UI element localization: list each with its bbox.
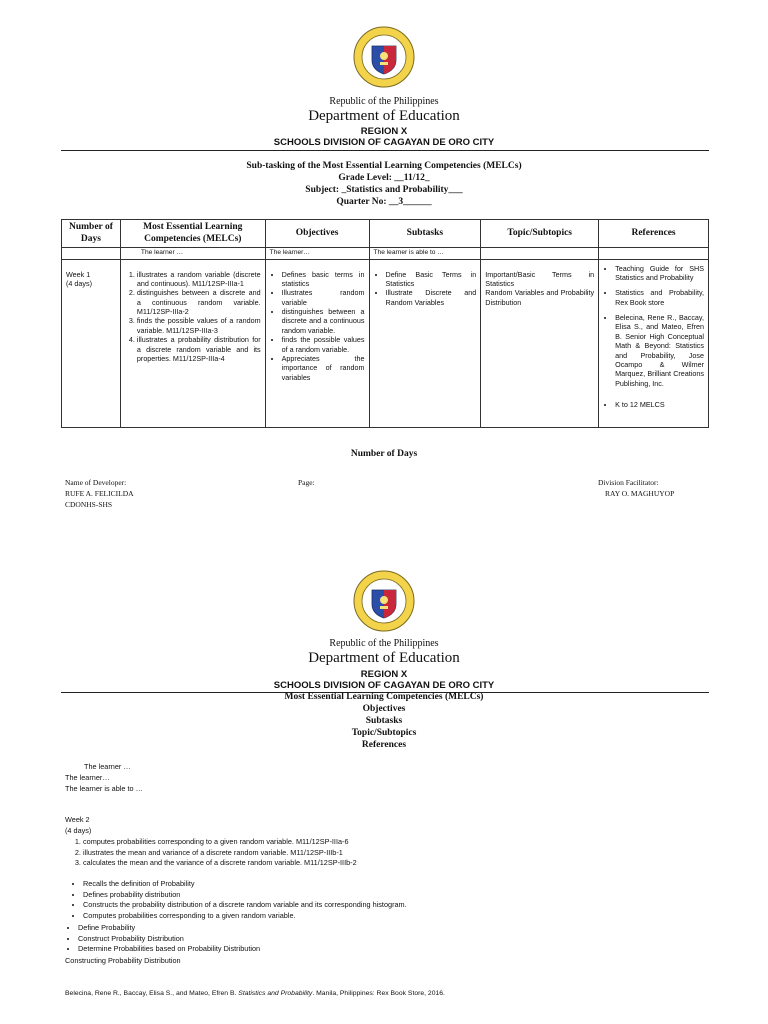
topics-cell <box>481 259 599 427</box>
subtasks-cell <box>369 259 481 427</box>
melc-table <box>61 219 709 428</box>
list-item: • Recalls the definition of Probability <box>83 879 407 890</box>
learner-text: The learner … <box>84 762 131 771</box>
reference-authors: Belecina, Rene R., Baccay, Elisa S., and Mateo, Efren B. <box>65 990 239 997</box>
list-item: • Determine Probabilities based on Probability Distribution <box>78 944 260 955</box>
table-row <box>62 259 709 427</box>
subheader-cell: The learner is able to … <box>369 247 481 259</box>
division-text: SCHOOLS DIVISION OF CAGAYAN DE ORO CITY <box>273 137 495 148</box>
topic-text: Constructing Probability Distribution <box>65 956 181 965</box>
table-subheader-row <box>62 247 709 259</box>
week-label: Week 1 <box>66 269 91 279</box>
deped-seal-logo <box>353 570 415 632</box>
subheader-cell: The learner… <box>265 247 369 259</box>
division-text: SCHOOLS DIVISION OF CAGAYAN DE ORO CITY <box>273 680 495 691</box>
subject-line: Subject: _Statistics and Probability___ <box>305 185 463 195</box>
subheader-cell <box>62 247 121 259</box>
list-item: • Define Probability <box>78 923 260 934</box>
col-header-subtasks: Subtasks <box>369 220 481 248</box>
list-item: • Computes probabilities corresponding to a given random variable. <box>83 911 407 922</box>
list-item: 3. calculates the mean and the variance of a discrete random variable. M11/12SP-IIIb-2 <box>83 858 357 869</box>
days-label: (4 days) <box>65 826 92 835</box>
references-cell <box>599 259 709 427</box>
region-text: REGION X <box>360 126 408 137</box>
list-item: 3. finds the possible values of a random variable. M11/12SP-IIIa-3 <box>137 316 261 335</box>
republic-text: Republic of the Philippines <box>329 638 439 649</box>
region-text: REGION X <box>360 669 408 680</box>
list-item: • Defines basic terms in statistics <box>282 270 365 289</box>
grade-level: Grade Level: __11/12_ <box>338 173 430 183</box>
days-cell <box>62 259 121 427</box>
subheader-cell <box>481 247 599 259</box>
list-item: • Defines probability distribution <box>83 890 407 901</box>
topic-text: Important/Basic Terms in Statistics <box>485 269 595 289</box>
subheader-cell <box>599 247 709 259</box>
developer-label: Name of Developer: <box>65 478 127 487</box>
melcs-list <box>65 837 357 869</box>
list-item: 2. distinguishes between a discrete and a continuous random variable. M11/12SP-IIIa-2 <box>137 288 261 316</box>
table-header-row <box>62 220 709 248</box>
republic-text: Republic of the Philippines <box>329 96 439 107</box>
list-item: • Illustrate Discrete and Random Variables <box>386 288 477 307</box>
department-title: Department of Education <box>308 650 460 666</box>
heading-references: References <box>361 740 407 750</box>
col-header-references: References <box>599 220 709 248</box>
objectives-cell <box>265 259 369 427</box>
quarter-line: Quarter No: __3______ <box>336 197 432 207</box>
header-divider <box>61 150 709 151</box>
list-item: 4. illustrates a probability distribution for a discrete random variable and its properties. M11/12SP-IIIa-4 <box>137 335 261 363</box>
facilitator-name: RAY O. MAGHUYOP <box>605 489 675 498</box>
document-title: Sub-tasking of the Most Essential Learning Competencies (MELCs) <box>246 161 522 171</box>
list-item: • Teaching Guide for SHS Statistics and Probability <box>615 264 704 283</box>
week-label: Week 2 <box>65 815 90 824</box>
objectives-list <box>65 879 407 921</box>
list-item: 1. computes probabilities corresponding to a given random variable. M11/12SP-IIIa-6 <box>83 837 357 848</box>
col-header-objectives: Objectives <box>265 220 369 248</box>
page-label: Page: <box>298 478 315 487</box>
col-header-melcs: Most Essential Learning Competencies (MELCs) <box>120 220 265 248</box>
heading-topics: Topic/Subtopics <box>351 728 417 738</box>
days-label: (4 days) <box>66 279 92 289</box>
list-item: • Appreciates the importance of random variables <box>282 354 365 382</box>
list-item: • Define Basic Terms in Statistics <box>386 270 477 289</box>
list-item: • Illustrates random variable <box>282 288 365 307</box>
deped-seal-logo <box>353 26 415 88</box>
subheader-cell: The learner … <box>120 247 265 259</box>
list-item: • distinguishes between a discrete and a continuous random variable. <box>282 307 365 335</box>
learner-text: The learner… <box>65 773 110 782</box>
school-name: CDONHS-SHS <box>65 500 113 509</box>
list-item: • Construct Probability Distribution <box>78 934 260 945</box>
topic-text: Random Variables and Probability Distribution <box>485 288 595 307</box>
facilitator-label: Division Facilitator: <box>598 478 659 487</box>
reference-title: Statistics and Probability <box>238 990 313 997</box>
list-item: 2. illustrates the mean and variance of a discrete random variable. M11/12SP-IIIb-1 <box>83 848 357 859</box>
col-header-days: Number of Days <box>62 220 121 248</box>
list-item: • Belecina, Rene R., Baccay, Elisa S., and Mateo, Efren B. Senior High Conceptual Math & Beyond: Statistics and Probability, Jose Ocampo & Wilmer Marquez, Brilliant Creations Publishing, Inc. <box>615 313 704 388</box>
list-item: • K to 12 MELCS <box>615 400 704 409</box>
heading-melcs: Most Essential Learning Competencies (MELCs) <box>284 692 484 702</box>
col-header-topics: Topic/Subtopics <box>481 220 599 248</box>
list-item: 1. illustrates a random variable (discrete and continuous). M11/12SP-IIIa-1 <box>137 270 261 289</box>
list-item: • finds the possible values of a random variable. <box>282 335 365 354</box>
heading-objectives: Objectives <box>362 704 406 714</box>
heading-subtasks: Subtasks <box>365 716 403 726</box>
list-item: • Constructs the probability distribution of a discrete random variable and its corresponding histogram. <box>83 900 407 911</box>
subtasks-list <box>62 923 260 955</box>
learner-text: The learner is able to … <box>65 784 143 793</box>
number-of-days-label: Number of Days <box>350 449 418 459</box>
department-title: Department of Education <box>308 108 460 124</box>
reference-publisher: . Manila, Philippines: Rex Book Store, 2016. <box>312 990 445 997</box>
reference-citation <box>65 989 445 1000</box>
developer-name: RUFE A. FELICILDA <box>65 489 134 498</box>
list-item: • Statistics and Probability, Rex Book store <box>615 288 704 307</box>
melcs-cell <box>120 259 265 427</box>
